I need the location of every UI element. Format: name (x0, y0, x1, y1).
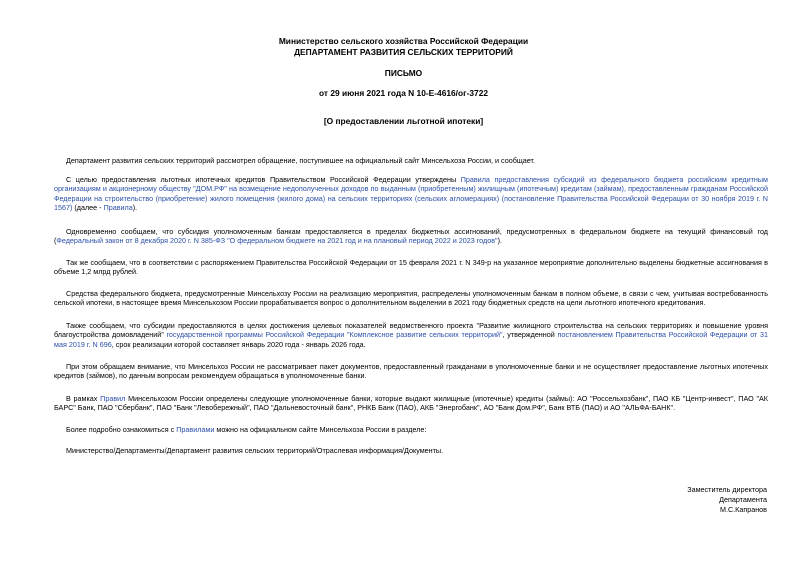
paragraph-2-text-c: ). (132, 203, 138, 213)
paragraph-7: При этом обращаем внимание, что Минсельхоз России не рассматривает пакет документов, предоставленный гражданами в уполномоченные банки и не осуществляет предоставление льготных ипотечных кредитов (займов), по данным вопросам рекомендуем обращаться в уполномоченные банки. (54, 362, 768, 381)
state-program-link[interactable]: государственной программы Российской Федерации "Комплексное развитие сельских территорий" (166, 330, 503, 340)
paragraph-8 (54, 394, 768, 413)
rules-short-link[interactable]: Правила (103, 203, 133, 213)
paragraph-6-text-a: Также сообщаем, что субсидии предоставляются в целях достижения целевых показателей ведомственного проекта "Развитие жилищного строительства на сельских территориях и повышение уровня благоустройства домовладений" (54, 321, 768, 340)
paragraph-2-text-a: С целью предоставления льготных ипотечных кредитов Правительством Российской Федерации утверждены (66, 175, 461, 184)
signature-department: Департамента (719, 495, 767, 505)
paragraph-6-text-b: , утвержденной (502, 330, 558, 340)
ministry-title: Министерство сельского хозяйства Российской Федерации (278, 36, 529, 46)
rules-link[interactable]: Правила предоставления субсидий из федерального бюджета российским кредитным организациям и акционерному обществу "ДОМ.РФ" на возмещение недополученных доходов по выданным (приобретенным) жилищным (ипотечным) кредитам (займам), предоставленным гражданам Российской Федерации на строительство (приобретение) жилого помещения (жилого дома) на сельских территориях (сельских агломерациях) (постановление Правительства Российской Федерации от 30 ноября 2019 г. N 1567) (54, 175, 768, 213)
government-resolution-link[interactable]: постановлением Правительства Российской Федерации от 31 мая 2019 г. N 696 (54, 330, 768, 349)
document-subject: [О предоставлении льготной ипотеки] (323, 116, 484, 126)
paragraph-6 (54, 321, 768, 349)
signature-name: М.С.Капранов (719, 505, 767, 515)
paragraph-9 (54, 425, 768, 434)
paragraph-9-text-a: Более подробно ознакомиться с (66, 425, 177, 434)
paragraph-1: Департамент развития сельских территорий рассмотрел обращение, поступившее на официальный сайт Минсельхоза России, и сообщает. (66, 156, 535, 165)
paragraph-4: Так же сообщаем, что в соответствии с распоряжением Правительства Российской Федерации от 15 февраля 2021 г. N 349-р на указанное мероприятие дополнительно выделены бюджетные ассигнования в объеме 1,2 млрд рублей. (54, 258, 768, 277)
rules-link-3[interactable]: Правилами (176, 425, 215, 434)
department-title: ДЕПАРТАМЕНТ РАЗВИТИЯ СЕЛЬСКИХ ТЕРРИТОРИЙ (294, 47, 513, 57)
signature-position: Заместитель директора (687, 485, 767, 494)
paragraph-5: Средства федерального бюджета, предусмотренные Минсельхозу России на реализацию мероприятия, распределены уполномоченным банкам в полном объеме, в связи с чем, учитывая востребованность сельской ипотеки, в настоящее время Минсельхозом России прорабатывается вопрос о дополнительном выделении в 2021 году бюджетных средств на цели льготного ипотечного кредитования. (54, 289, 768, 308)
document-type: ПИСЬМО (384, 68, 423, 78)
paragraph-8-text-b: Минсельхозом России определены следующие уполномоченные банки, которые выдают жилищные (ипотечные) кредиты (займы): АО "Россельхозбанк", ПАО КБ "Центр-инвест", ПАО "АК БАРС" Банк, ПАО "Сбербанк", ПАО "Банк "Левобережный", ПАО "Дальневосточный банк", РНКБ Банк (ПАО), АКБ "Энергобанк", АО "Банк Дом.РФ", Банк ВТБ (ПАО) и АО "АЛЬФА-БАНК". (54, 394, 768, 413)
paragraph-3 (54, 227, 768, 246)
paragraph-2-text-b: (далее - (72, 203, 104, 213)
signature-block (687, 485, 767, 516)
federal-law-link[interactable]: Федеральный закон от 8 декабря 2020 г. N 385-ФЗ "О федеральном бюджете на 2021 год и на плановый период 2022 и 2023 годов" (56, 236, 498, 246)
paragraph-2 (54, 175, 768, 213)
paragraph-3-text-b: ). (497, 236, 502, 246)
document-date-number: от 29 июня 2021 года N 10-Е-4616/ог-3722 (318, 88, 489, 98)
rules-link-2[interactable]: Правил (100, 394, 126, 403)
paragraph-10: Министерство/Департаменты/Департамент развития сельских территорий/Отраслевая информация/Документы. (66, 446, 444, 455)
paragraph-9-text-b: можно на официальном сайте Минсельхоза России в разделе: (214, 425, 427, 434)
paragraph-3-text-a: Одновременно сообщаем, что субсидия уполномоченным банкам предоставляется в пределах бюджетных ассигнований, предусмотренных в федеральном бюджете на текущий финансовый год ( (54, 227, 768, 246)
paragraph-6-text-c: , срок реализации которой составляет январь 2020 года - январь 2026 года. (111, 339, 366, 349)
paragraph-8-text-a: В рамках (66, 394, 101, 403)
